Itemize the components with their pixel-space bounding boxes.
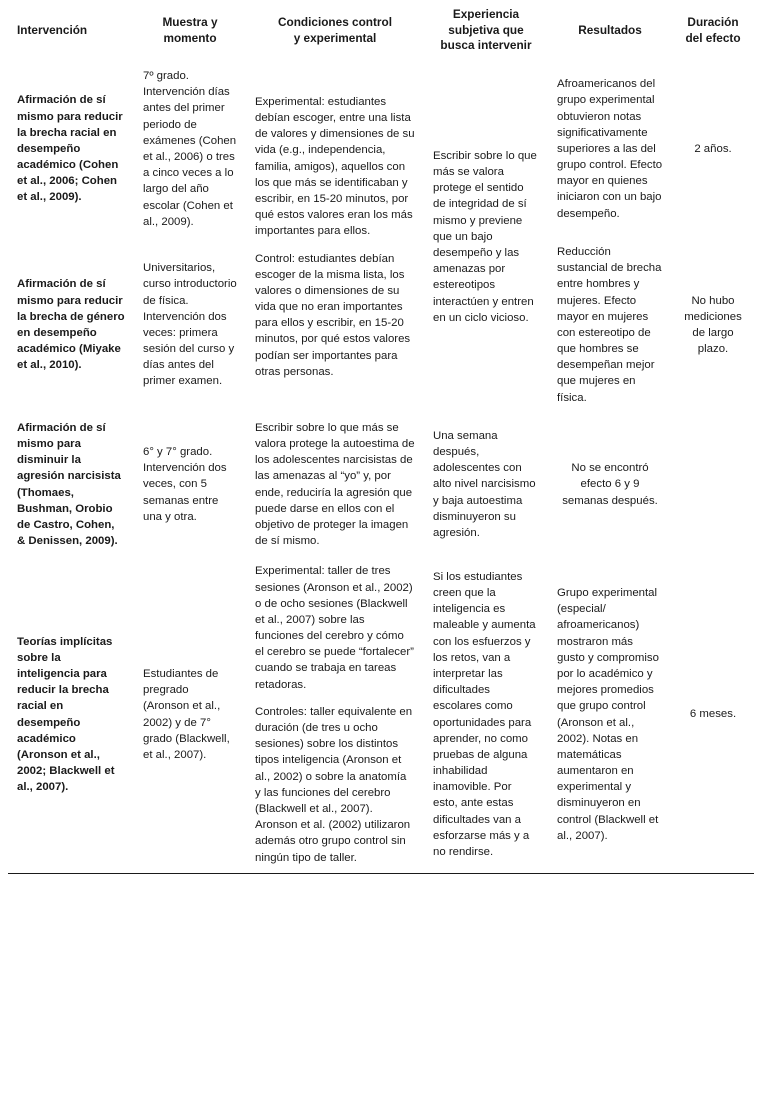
header-line: Experiencia	[452, 7, 520, 21]
cell-condiciones-teorias	[246, 556, 424, 873]
cell-muestra-4: Estudiantes de pregrado (Aronson et al., 2002) y de 7° grado (Blackwell, et al., 2007).	[134, 556, 246, 873]
header-line: busca intervenir	[440, 38, 532, 53]
table-header-row	[8, 0, 754, 61]
column-header-intervencion: Intervención	[17, 22, 88, 37]
cell-duracion-4: 6 meses.	[672, 556, 754, 873]
cell-muestra-3: 6° y 7° grado. Intervención dos veces, con 5 semanas entre una y otra.	[143, 446, 227, 523]
header-line: Duración	[687, 14, 739, 29]
cell-experiencia-teorias: Si los estudiantes creen que la inteligencia es maleable y aumenta con los esfuerzos y los retos, van a interpretar las dificultades escolares como oportunidades para aprender, no como pruebas de alguna inhabilidad inamovible. Por esto, ante estas dificultades van a esforzarse más y a no rendirse.	[424, 556, 548, 873]
cell-experiencia-afirmacion-narcisista: Escribir sobre lo que más se valora protege la autoestima de los adolescentes narcisistas de las amenazas al “yo” y, por ende, reduciría la agresión que puede darse en ellos con el objetivo de proteger la imagen de sí mismo.	[255, 421, 415, 548]
cell-duracion-3: No se encontró efecto 6 y 9 semanas después.	[562, 462, 658, 507]
cell-intervencion-1: Afirmación de sí mismo para reducir la brecha racial en desempeño académico (Cohen et al., 2006; Cohen et al., 2009).	[17, 94, 123, 204]
header-line: momento	[163, 30, 217, 45]
cell-muestra-2: Universitarios, curso introductorio de física. Intervención dos veces: primera sesión del curso y días antes del primer examen.	[143, 262, 237, 388]
table-row	[8, 61, 754, 237]
condiciones-experimental-paragraph: Experimental: taller de tres sesiones (Aronson et al., 2002) o de ocho sesiones (Blackwell et al., 2007) sobre las funciones del cerebro y cómo el cerebro se puede “fortalecer” cuando se trabaja en tareas retadoras.	[255, 565, 414, 691]
header-line: del efecto	[685, 30, 741, 45]
table-header	[8, 0, 754, 61]
header-line: y experimental	[293, 30, 377, 45]
table-body	[8, 61, 754, 873]
cell-resultados-1: Afroamericanos del grupo experimental obtuvieron notas significativamente superiores a las del grupo control. Efecto mayor en quienes iniciaron con un bajo desempeño.	[557, 78, 663, 220]
cell-resultados-2: Reducción sustancial de brecha entre hombres y mujeres. Efecto mayor en mujeres con estereotipo de que hombres se desempeñan mejor que mujeres en física.	[557, 245, 662, 404]
header-line: Muestra y	[162, 14, 218, 29]
column-header-muestra	[134, 0, 246, 61]
cell-duracion-2: No hubo mediciones de largo plazo.	[684, 294, 742, 356]
column-header-duracion	[672, 0, 754, 61]
cell-intervencion-2: Afirmación de sí mismo para reducir la brecha de género en desempeño académico (Miyake et al., 2010).	[17, 278, 125, 372]
table-row	[8, 556, 754, 873]
header-line: Condiciones control	[277, 14, 393, 29]
table-row	[8, 413, 754, 557]
column-header-experiencia	[424, 0, 548, 61]
cell-duracion-1: 2 años.	[694, 142, 732, 155]
cell-resultados-4: Grupo experimental (especial/ afroamericanos) mostraron más gusto y compromiso por lo académico y mejores promedios que grupo control (Aronson et al., 2002). Notas en matemáticas aumentaron en experimental y disminuyeron en control (Blackwell et al., 2007).	[548, 556, 672, 873]
column-header-resultados: Resultados	[578, 22, 642, 37]
cell-resultados-3: Una semana después, adolescentes con alto nivel narcisismo y baja autoestima disminuyeron su agresión.	[433, 429, 536, 540]
cell-intervencion-3: Afirmación de sí mismo para disminuir la agresión narcisista (Thomaes, Bushman, Orobio de Castro, Cohen, & Denissen, 2009).	[17, 421, 121, 548]
cell-intervencion-4: Teorías implícitas sobre la inteligencia para reducir la brecha racial en desempeño académico (Aronson et al., 2002; Blackwell et al., 2007).	[8, 556, 134, 873]
cell-muestra-1: 7º grado. Intervención días antes del primer periodo de exámenes (Cohen et al., 2006) o tres a cinco veces a lo largo del año escolar (Cohen et al., 2009).	[143, 70, 237, 228]
condiciones-experimental-paragraph: Experimental: estudiantes debían escoger, entre una lista de valores y dimensiones de su vida (e.g., independencia, familia, amigos), aquellos con los que más se identificaban y escribir, en 15-20 minutos, por qué estos valores eran los más importantes para ellos.	[255, 95, 415, 238]
condiciones-control-paragraph: Controles: taller equivalente en duración (de tres u ocho sesiones) sobre los distintos tipos inteligencia (Aronson et al., 2002) o sobre la anatomía y las funciones del cerebro (Blackwell et al., 2007). Aronson et al. (2002) utilizaron además otro grupo control sin ningún tipo de taller.	[255, 705, 413, 864]
cell-experiencia-afirmacion: Escribir sobre lo que más se valora protege el sentido de integridad de sí mismo y previene que un bajo desempeño y las amenazas por estereotipos interactúen y entren en un ciclo vicioso.	[433, 149, 537, 324]
comparison-table	[8, 0, 754, 874]
column-header-condiciones	[246, 0, 424, 61]
header-line: subjetiva que	[448, 22, 524, 37]
cell-condiciones-afirmacion	[246, 61, 424, 413]
condiciones-control-paragraph: Control: estudiantes debían escoger de la misma lista, los valores o dimensiones de su vida que no eran importantes para ellos y escribir, en 15-20 minutos, por qué estos valores podían ser importantes para otras personas.	[255, 252, 411, 378]
